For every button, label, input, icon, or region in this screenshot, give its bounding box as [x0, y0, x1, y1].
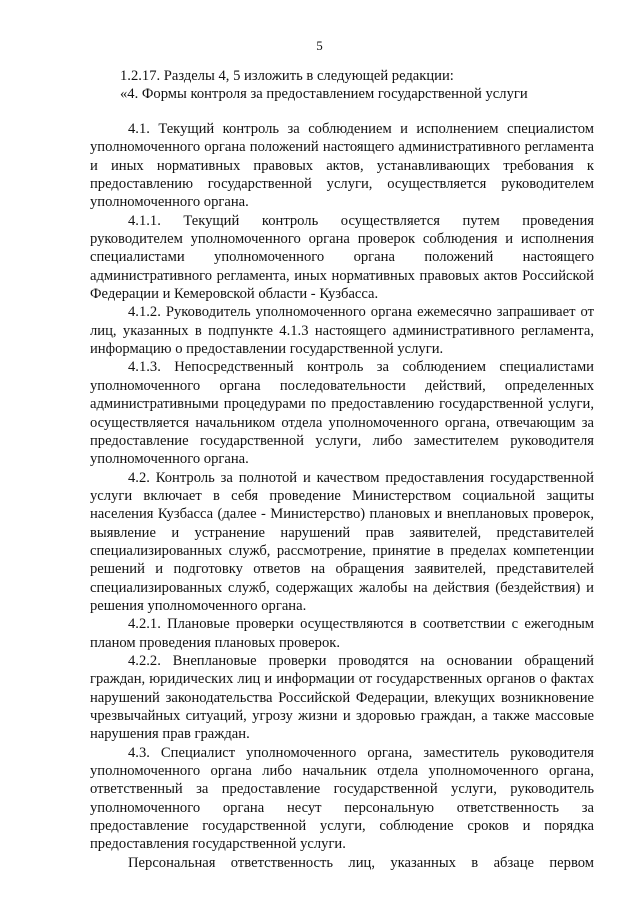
amendment-heading: 1.2.17. Разделы 4, 5 изложить в следующей редакции:: [120, 68, 454, 84]
document-body: [90, 120, 594, 872]
section-title: «4. Формы контроля за предоставлением государственной услуги: [120, 86, 528, 102]
paragraph-4-2-1: 4.2.1. Плановые проверки осуществляются в соответствии с ежегодным планом проведения плановых проверок.: [90, 616, 594, 651]
paragraph-4-1-3: 4.1.3. Непосредственный контроль за соблюдением специалистами уполномоченного органа последовательности действий, определенных административными процедурами по предоставлению государственной услуги, осуществляется начальником отдела уполномоченного органа, отвечающим за предоставление государственной услуги, либо заместителем руководителя уполномоченного органа.: [90, 359, 594, 468]
page-number: 5: [316, 38, 323, 53]
paragraph-4-2: 4.2. Контроль за полнотой и качеством предоставления государственной услуги включает в себя проведение Министерством социальной защиты населения Кузбасса (далее - Министерство) плановых и внеплановых проверок, выявление и устранение нарушений прав заявителей, представителей специализированных служб, рассмотрение, принятие в пределах компетенции решений и подготовку ответов на обращения заявителей, представителей специализированных служб, содержащих жалобы на действия (бездействия) и решения уполномоченного органа.: [90, 469, 594, 614]
paragraph-4-2-2: 4.2.2. Внеплановые проверки проводятся на основании обращений граждан, юридических лиц и информации от государственных органов о фактах нарушений законодательства Российской Федерации, влекущих возникновение чрезвычайных ситуаций, угрозу жизни и здоровью граждан, а также массовые нарушения прав граждан.: [90, 652, 594, 743]
paragraph-4-1: 4.1. Текущий контроль за соблюдением и исполнением специалистом уполномоченного органа положений настоящего административного регламента и иных нормативных правовых актов, устанавливающих требования к предоставлению государственной услуги, осуществляется руководителем уполномоченного органа.: [90, 121, 594, 211]
paragraph-4-1-1: 4.1.1. Текущий контроль осуществляется путем проведения руководителем уполномоченного органа проверок соблюдения и исполнения специалистами уполномоченного органа положений настоящего административного регламента, иных нормативных правовых актов Российской Федерации и Кемеровской области - Кузбасса.: [90, 212, 594, 303]
paragraph-4-1-2: 4.1.2. Руководитель уполномоченного органа ежемесячно запрашивает от лиц, указанных в подпункте 4.1.3 настоящего административного регламента, информацию о предоставлении государственной услуги.: [90, 304, 594, 358]
paragraph-personal-responsibility: Персональная ответственность лиц, указанных в абзаце первом: [128, 854, 594, 871]
paragraph-4-3: 4.3. Специалист уполномоченного органа, заместитель руководителя уполномоченного органа либо начальник отдела уполномоченного органа, ответственный за предоставление государственной услуги, руководитель уполномоченного органа несут персональную ответственность за предоставление государственной услуги, соблюдение сроков и порядка предоставления государственной услуги.: [90, 744, 594, 853]
